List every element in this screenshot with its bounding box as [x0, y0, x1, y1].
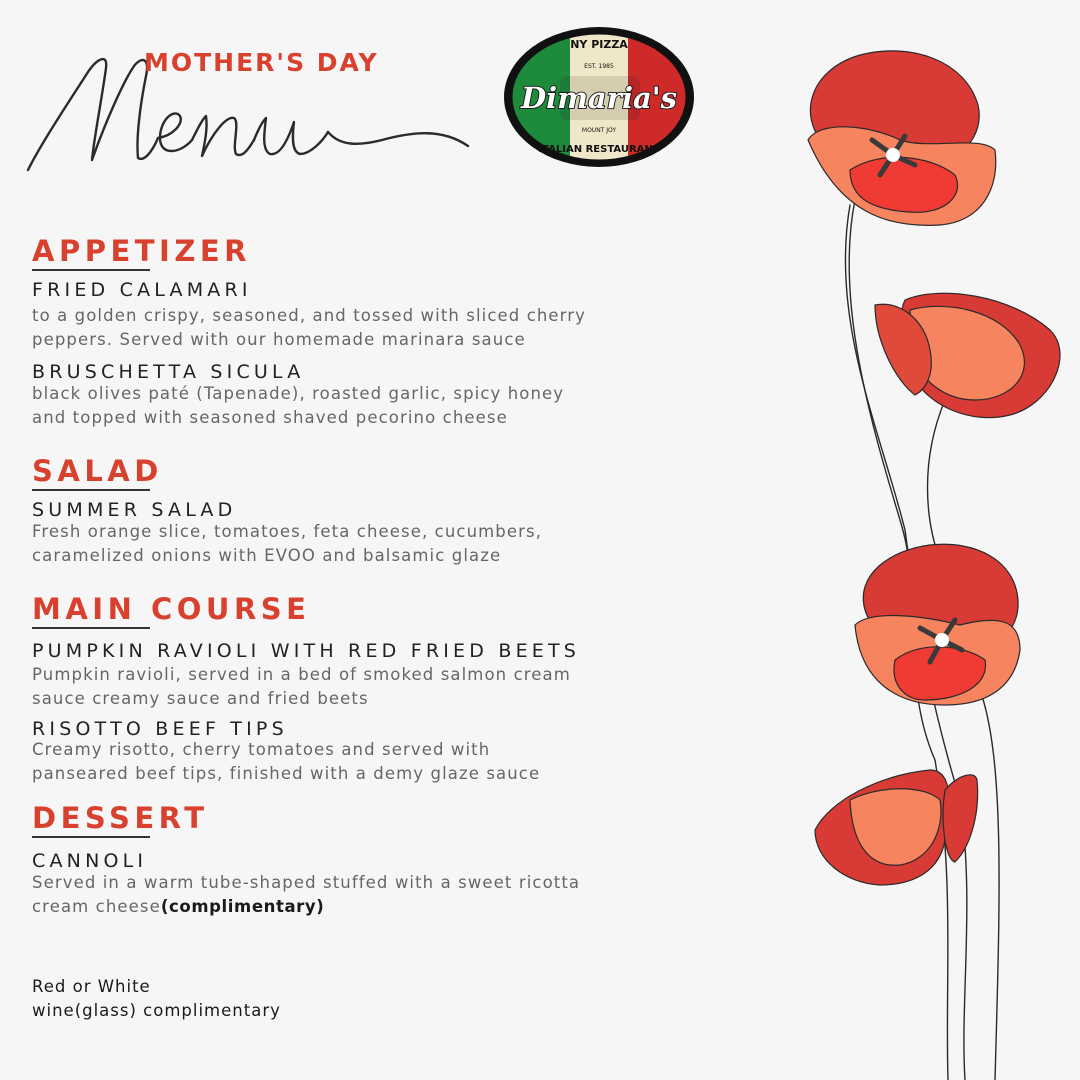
restaurant-logo: [502, 26, 696, 168]
dish-name-cannoli: CANNOLI: [32, 850, 148, 872]
desc-line: panseared beef tips, finished with a demy glaze sauce: [32, 763, 541, 783]
desc-line: to a golden crispy, seasoned, and tossed with sliced cherry: [32, 306, 587, 325]
desc-line: Served in a warm tube-shaped stuffed with a sweet ricotta: [32, 873, 581, 892]
mothers-day-title: MOTHER'S DAY: [144, 48, 379, 77]
desc-line: and topped with seasoned shaved pecorino cheese: [32, 407, 508, 427]
dish-desc-risotto-beef-tips: [32, 738, 540, 785]
wine-line: Red or White: [32, 977, 151, 996]
section-divider: [32, 489, 150, 491]
section-title-main-course: MAIN COURSE: [32, 592, 311, 626]
section-title-dessert: DESSERT: [32, 801, 209, 835]
wine-line: wine(glass) complimentary: [32, 1001, 281, 1020]
dish-desc-bruschetta-sicula: [32, 382, 564, 429]
dish-desc-fried-calamari: [32, 304, 586, 351]
section-divider: [32, 627, 150, 629]
dish-name-risotto-beef-tips: RISOTTO BEEF TIPS: [32, 718, 288, 740]
dish-desc-summer-salad: [32, 520, 542, 567]
dish-name-bruschetta-sicula: BRUSCHETTA SICULA: [32, 361, 305, 383]
dish-name-summer-salad: SUMMER SALAD: [32, 499, 237, 521]
desc-line: sauce creamy sauce and fried beets: [32, 688, 369, 708]
desc-line: Pumpkin ravioli, served in a bed of smoked salmon cream: [32, 665, 571, 684]
dish-desc-cannoli: [32, 871, 580, 918]
desc-line: peppers. Served with our homemade marinara sauce: [32, 329, 526, 349]
section-divider: [32, 836, 150, 838]
logo-name: Dimaria's: [521, 81, 677, 115]
complimentary-note: (complimentary): [160, 896, 325, 916]
desc-line: Fresh orange slice, tomatoes, feta cheese, cucumbers,: [32, 522, 543, 541]
wine-note: [32, 975, 281, 1023]
logo-est: EST. 1985: [584, 63, 614, 70]
poppy-flower-illustration: [800, 40, 1080, 1080]
desc-line: caramelized onions with EVOO and balsamic glaze: [32, 545, 502, 565]
desc-line: [32, 895, 580, 919]
dish-name-pumpkin-ravioli: PUMPKIN RAVIOLI WITH RED FRIED BEETS: [32, 640, 581, 662]
dish-desc-pumpkin-ravioli: [32, 663, 571, 710]
section-title-appetizer: APPETIZER: [32, 234, 252, 268]
section-title-salad: SALAD: [32, 454, 163, 488]
desc-text: cream cheese: [32, 896, 161, 916]
desc-line: Creamy risotto, cherry tomatoes and served with: [32, 740, 491, 759]
logo-location: MOUNT JOY: [581, 127, 617, 134]
desc-line: black olives paté (Tapenade), roasted garlic, spicy honey: [32, 384, 565, 403]
dish-name-fried-calamari: FRIED CALAMARI: [32, 279, 252, 301]
logo-top-text: NY PIZZA: [570, 38, 628, 51]
logo-bottom-text: ITALIAN RESTAURANT: [538, 144, 660, 155]
section-divider: [32, 269, 150, 271]
